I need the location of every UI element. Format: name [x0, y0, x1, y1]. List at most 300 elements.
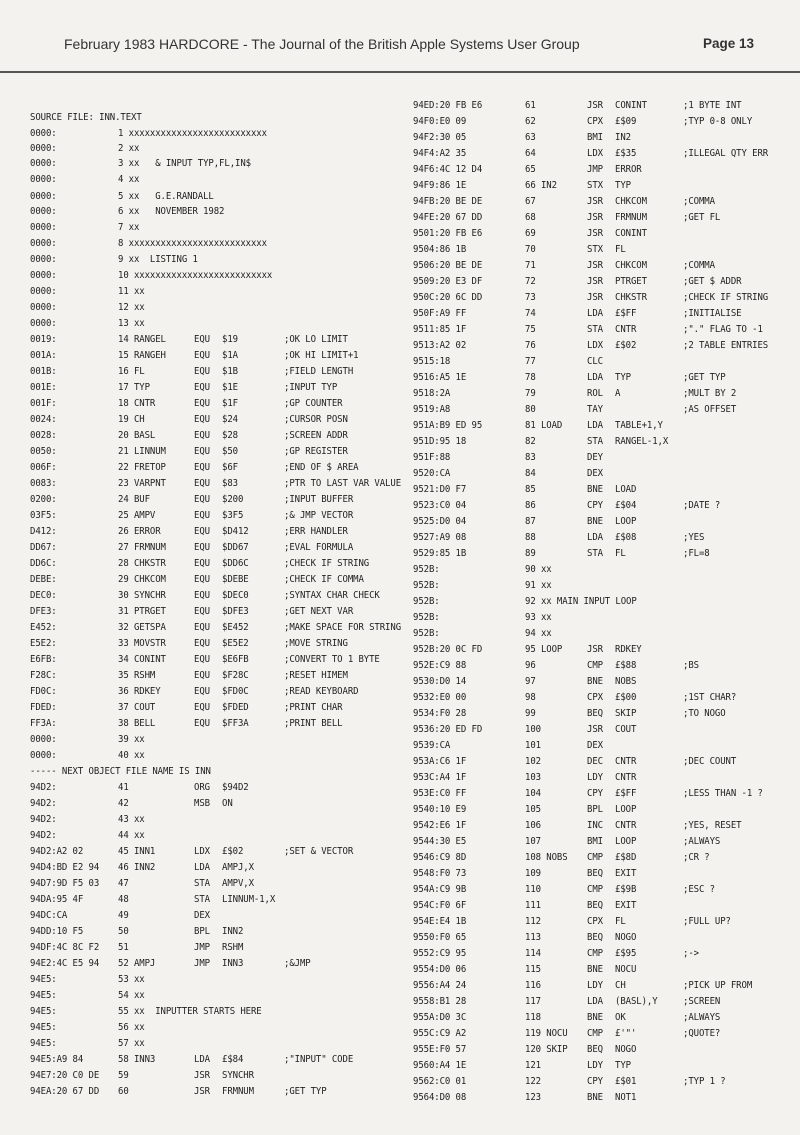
address-field: DD67: [30, 542, 57, 554]
comment-field: ;"." FLAG TO -1 [683, 324, 763, 336]
operand-field: $1E [222, 382, 238, 394]
label-field: 121 [525, 1060, 541, 1072]
operand-field: RSHM [222, 942, 244, 954]
label-field: 93 xx [525, 612, 552, 624]
operand-field: SYNCHR [222, 1070, 254, 1082]
address-field: 9520:CA [413, 468, 451, 480]
opcode-field: BEQ [587, 868, 603, 880]
address-field: 0000: [30, 302, 57, 314]
label-field: 81 LOAD [525, 420, 563, 432]
label-field: 89 [525, 548, 536, 560]
operand-field: £$04 [615, 500, 637, 512]
label-field: 101 [525, 740, 541, 752]
operand-field: NOGO [615, 932, 637, 944]
opcode-field: JSR [194, 1086, 210, 1098]
operand-field: £$84 [222, 1054, 244, 1066]
comment-field: ;AS OFFSET [683, 404, 737, 416]
opcode-field: JSR [587, 276, 603, 288]
opcode-field: JSR [587, 724, 603, 736]
label-field: 47 [118, 878, 129, 890]
label-field: 61 [525, 100, 536, 112]
comment-field: ;CHECK IF STRING [683, 292, 769, 304]
comment-field: ;YES [683, 532, 705, 544]
operand-field: $D412 [222, 526, 249, 538]
comment-field: ;2 TABLE ENTRIES [683, 340, 769, 352]
label-field: 86 [525, 500, 536, 512]
operand-field: $DEBE [222, 574, 249, 586]
operand-field: LOOP [615, 836, 637, 848]
opcode-field: CMP [587, 852, 603, 864]
label-field: 43 xx [118, 814, 145, 826]
label-field: 23 VARPNT [118, 478, 166, 490]
comment-field: ;BS [683, 660, 699, 672]
opcode-field: LDY [587, 980, 603, 992]
label-field: 35 RSHM [118, 670, 156, 682]
label-field: 5 xx G.E.RANDALL [118, 191, 214, 203]
comment-field: ;MOVE STRING [284, 638, 348, 650]
comment-field: ;COMMA [683, 260, 715, 272]
address-field: D412: [30, 526, 57, 538]
opcode-field: LDA [587, 532, 603, 544]
label-field: 109 [525, 868, 541, 880]
address-field: 0200: [30, 494, 57, 506]
comment-field: ;LESS THAN -1 ? [683, 788, 763, 800]
label-field: 122 [525, 1076, 541, 1088]
address-field: 006F: [30, 462, 57, 474]
opcode-field: JSR [194, 1070, 210, 1082]
opcode-field: EQU [194, 718, 210, 730]
label-field: 84 [525, 468, 536, 480]
address-field: DEC0: [30, 590, 57, 602]
address-field: 94F6:4C 12 D4 [413, 164, 483, 176]
operand-field: AMPJ,X [222, 862, 254, 874]
label-field: 34 CONINT [118, 654, 166, 666]
address-field: 0000: [30, 270, 57, 282]
comment-field: ;GET FL [683, 212, 721, 224]
label-field: 69 [525, 228, 536, 240]
address-field: 951A:B9 ED 95 [413, 420, 483, 432]
address-field: 952B: [413, 564, 440, 576]
opcode-field: LDX [194, 846, 210, 858]
address-field: 0050: [30, 446, 57, 458]
label-field: 31 PTRGET [118, 606, 166, 618]
opcode-field: CPX [587, 116, 603, 128]
label-field: 103 [525, 772, 541, 784]
address-field: 0000: [30, 750, 57, 762]
operand-field: PTRGET [615, 276, 647, 288]
comment-field: ;CONVERT TO 1 BYTE [284, 654, 380, 666]
opcode-field: BEQ [587, 900, 603, 912]
comment-field: ;PRINT CHAR [284, 702, 343, 714]
operand-field: $E5E2 [222, 638, 249, 650]
operand-field: CNTR [615, 820, 637, 832]
opcode-field: EQU [194, 542, 210, 554]
label-field: 114 [525, 948, 541, 960]
comment-field: ;SYNTAX CHAR CHECK [284, 590, 380, 602]
address-field: 94ED:20 FB E6 [413, 100, 483, 112]
address-field: 94E5: [30, 1038, 57, 1050]
opcode-field: STX [587, 244, 603, 256]
address-field: 94FE:20 67 DD [413, 212, 483, 224]
label-field: 91 xx [525, 580, 552, 592]
address-field: ----- NEXT OBJECT FILE NAME IS INN [30, 766, 211, 778]
opcode-field: JMP [587, 164, 603, 176]
opcode-field: EQU [194, 558, 210, 570]
operand-field: $24 [222, 414, 238, 426]
comment-field: ;CURSOR POSN [284, 414, 348, 426]
operand-field: RDKEY [615, 644, 642, 656]
opcode-field: BEQ [587, 932, 603, 944]
address-field: 94F2:30 05 [413, 132, 467, 144]
operand-field: £$88 [615, 660, 637, 672]
address-field: 94D4:BD E2 94 [30, 862, 100, 874]
comment-field: ;MAKE SPACE FOR STRING [284, 622, 402, 634]
label-field: 108 NOBS [525, 852, 568, 864]
comment-field: ;OK HI LIMIT+1 [284, 350, 359, 362]
comment-field: ;1 BYTE INT [683, 100, 742, 112]
address-field: 94DF:4C 8C F2 [30, 942, 100, 954]
comment-field: ;QUOTE? [683, 1028, 721, 1040]
opcode-field: LDA [194, 1054, 210, 1066]
address-field: 94EA:20 67 DD [30, 1086, 100, 1098]
opcode-field: CMP [587, 884, 603, 896]
address-field: DD6C: [30, 558, 57, 570]
comment-field: ;&JMP [284, 958, 311, 970]
label-field: 77 [525, 356, 536, 368]
label-field: 27 FRMNUM [118, 542, 166, 554]
address-field: 952B: [413, 612, 440, 624]
label-field: 58 INN3 [118, 1054, 156, 1066]
label-field: 117 [525, 996, 541, 1008]
address-field: 94DA:95 4F [30, 894, 84, 906]
operand-field: LOOP [615, 516, 637, 528]
opcode-field: BEQ [587, 708, 603, 720]
address-field: 001B: [30, 366, 57, 378]
opcode-field: EQU [194, 462, 210, 474]
address-field: 9513:A2 02 [413, 340, 467, 352]
opcode-field: JSR [587, 292, 603, 304]
opcode-field: CPX [587, 692, 603, 704]
label-field: 13 xx [118, 318, 145, 330]
operand-field: LINNUM-1,X [222, 894, 276, 906]
label-field: 74 [525, 308, 536, 320]
label-field: 20 BASL [118, 430, 156, 442]
address-field: 0019: [30, 334, 57, 346]
address-field: DFE3: [30, 606, 57, 618]
opcode-field: JSR [587, 196, 603, 208]
opcode-field: EQU [194, 702, 210, 714]
opcode-field: EQU [194, 670, 210, 682]
comment-field: ;"INPUT" CODE [284, 1054, 354, 1066]
opcode-field: LDA [587, 996, 603, 1008]
operand-field: CONINT [615, 228, 647, 240]
label-field: 71 [525, 260, 536, 272]
comment-field: ;EVAL FORMULA [284, 542, 354, 554]
opcode-field: BNE [587, 964, 603, 976]
label-field: 118 [525, 1012, 541, 1024]
opcode-field: CPX [587, 916, 603, 928]
opcode-field: EQU [194, 334, 210, 346]
address-field: 9516:A5 1E [413, 372, 467, 384]
address-field: 0083: [30, 478, 57, 490]
operand-field: $DD6C [222, 558, 249, 570]
operand-field: $200 [222, 494, 244, 506]
label-field: 123 [525, 1092, 541, 1104]
label-field: 44 xx [118, 830, 145, 842]
address-field: 001F: [30, 398, 57, 410]
comment-field: ;TYP 0-8 ONLY [683, 116, 753, 128]
operand-field: LOOP [615, 804, 637, 816]
label-field: 26 ERROR [118, 526, 161, 538]
opcode-field: JSR [587, 260, 603, 272]
opcode-field: ROL [587, 388, 603, 400]
label-field: 99 [525, 708, 536, 720]
address-field: 94E5:A9 84 [30, 1054, 84, 1066]
comment-field: ;CR ? [683, 852, 710, 864]
operand-field: TYP [615, 372, 631, 384]
label-field: 79 [525, 388, 536, 400]
opcode-field: BNE [587, 676, 603, 688]
opcode-field: EQU [194, 686, 210, 698]
address-field: 0000: [30, 143, 57, 155]
address-field: 952B: [413, 596, 440, 608]
operand-field: CHKCOM [615, 260, 647, 272]
opcode-field: LDA [587, 420, 603, 432]
operand-field: ON [222, 798, 233, 810]
address-field: 9564:D0 08 [413, 1092, 467, 1104]
address-field: 951D:95 18 [413, 436, 467, 448]
label-field: 55 xx INPUTTER STARTS HERE [118, 1006, 262, 1018]
operand-field: £$02 [222, 846, 244, 858]
operand-field: CNTR [615, 756, 637, 768]
opcode-field: BPL [194, 926, 210, 938]
comment-field: ;GET NEXT VAR [284, 606, 354, 618]
address-field: 0000: [30, 318, 57, 330]
comment-field: ;COMMA [683, 196, 715, 208]
label-field: 110 [525, 884, 541, 896]
address-field: 9552:C9 95 [413, 948, 467, 960]
operand-field: $FDED [222, 702, 249, 714]
opcode-field: JSR [587, 212, 603, 224]
label-field: 113 [525, 932, 541, 944]
page-number: Page 13 [702, 36, 754, 51]
address-field: 9542:E6 1F [413, 820, 467, 832]
label-field: 115 [525, 964, 541, 976]
label-field: 7 xx [118, 222, 140, 234]
comment-field: ;INITIALISE [683, 308, 742, 320]
operand-field: OK [615, 1012, 626, 1024]
address-field: 9529:85 1B [413, 548, 467, 560]
address-field: 0028: [30, 430, 57, 442]
opcode-field: BNE [587, 1012, 603, 1024]
label-field: 2 xx [118, 143, 140, 155]
operand-field: (BASL),Y [615, 996, 658, 1008]
opcode-field: EQU [194, 590, 210, 602]
operand-field: $1F [222, 398, 238, 410]
operand-field: $FD0C [222, 686, 249, 698]
address-field: 952B:20 0C FD [413, 644, 483, 656]
address-field: F28C: [30, 670, 57, 682]
operand-field: $50 [222, 446, 238, 458]
address-field: SOURCE FILE: INN.TEXT [30, 112, 142, 124]
label-field: 40 xx [118, 750, 145, 762]
comment-field: ;DEC COUNT [683, 756, 737, 768]
comment-field: ;INPUT BUFFER [284, 494, 354, 506]
comment-field: ;ALWAYS [683, 836, 721, 848]
address-field: 9562:C0 01 [413, 1076, 467, 1088]
comment-field: ;GP REGISTER [284, 446, 348, 458]
label-field: 83 [525, 452, 536, 464]
comment-field: ;TYP 1 ? [683, 1076, 726, 1088]
label-field: 90 xx [525, 564, 552, 576]
opcode-field: CPY [587, 788, 603, 800]
opcode-field: LDA [194, 862, 210, 874]
opcode-field: TAY [587, 404, 603, 416]
address-field: 0024: [30, 414, 57, 426]
opcode-field: BNE [587, 1092, 603, 1104]
address-field: 0000: [30, 128, 57, 140]
operand-field: NOT1 [615, 1092, 637, 1104]
label-field: 29 CHKCOM [118, 574, 166, 586]
address-field: 94E5: [30, 1006, 57, 1018]
operand-field: A [615, 388, 621, 400]
label-field: 6 xx NOVEMBER 1982 [118, 206, 225, 218]
operand-field: EXIT [615, 868, 637, 880]
label-field: 59 [118, 1070, 129, 1082]
operand-field: FL [615, 548, 626, 560]
comment-field: ;SCREEN ADDR [284, 430, 348, 442]
comment-field: ;TO NOGO [683, 708, 726, 720]
operand-field: CNTR [615, 324, 637, 336]
address-field: 9540:10 E9 [413, 804, 467, 816]
label-field: 30 SYNCHR [118, 590, 166, 602]
address-field: 950C:20 6C DD [413, 292, 483, 304]
label-field: 32 GETSPA [118, 622, 166, 634]
address-field: 001A: [30, 350, 57, 362]
comment-field: ;END OF $ AREA [284, 462, 359, 474]
opcode-field: DEX [194, 910, 210, 922]
address-field: 9523:C0 04 [413, 500, 467, 512]
label-field: 18 CNTR [118, 398, 156, 410]
label-field: 52 AMPJ [118, 958, 156, 970]
operand-field: FRMNUM [222, 1086, 254, 1098]
comment-field: ;CHECK IF COMMA [284, 574, 364, 586]
address-field: 9518:2A [413, 388, 451, 400]
opcode-field: EQU [194, 398, 210, 410]
label-field: 102 [525, 756, 541, 768]
address-field: FDED: [30, 702, 57, 714]
label-field: 38 BELL [118, 718, 156, 730]
label-field: 45 INN1 [118, 846, 156, 858]
operand-field: $6F [222, 462, 238, 474]
operand-field: CHKCOM [615, 196, 647, 208]
opcode-field: EQU [194, 574, 210, 586]
address-field: 94DD:10 F5 [30, 926, 84, 938]
address-field: 9532:E0 00 [413, 692, 467, 704]
comment-field: ;& JMP VECTOR [284, 510, 354, 522]
comment-field: ;FL=8 [683, 548, 710, 560]
opcode-field: DEY [587, 452, 603, 464]
operand-field: RANGEL-1,X [615, 436, 669, 448]
comment-field: ;ALWAYS [683, 1012, 721, 1024]
label-field: 75 [525, 324, 536, 336]
label-field: 4 xx [118, 174, 140, 186]
operand-field: EXIT [615, 900, 637, 912]
operand-field: TYP [615, 180, 631, 192]
address-field: 9556:A4 24 [413, 980, 467, 992]
label-field: 88 [525, 532, 536, 544]
opcode-field: CPY [587, 500, 603, 512]
opcode-field: CPY [587, 1076, 603, 1088]
comment-field: ;ERR HANDLER [284, 526, 348, 538]
label-field: 67 [525, 196, 536, 208]
address-field: 94E5: [30, 990, 57, 1002]
address-field: 9527:A9 08 [413, 532, 467, 544]
opcode-field: LDA [587, 308, 603, 320]
label-field: 12 xx [118, 302, 145, 314]
opcode-field: MSB [194, 798, 210, 810]
operand-field: $94D2 [222, 782, 249, 794]
comment-field: ;-> [683, 948, 699, 960]
address-field: E6FB: [30, 654, 57, 666]
label-field: 111 [525, 900, 541, 912]
address-field: 0000: [30, 238, 57, 250]
operand-field: INN3 [222, 958, 244, 970]
address-field: 0000: [30, 158, 57, 170]
operand-field: FL [615, 244, 626, 256]
opcode-field: BMI [587, 836, 603, 848]
operand-field: LOAD [615, 484, 637, 496]
opcode-field: EQU [194, 350, 210, 362]
address-field: 954E:E4 1B [413, 916, 467, 928]
label-field: 100 [525, 724, 541, 736]
address-field: 9544:30 E5 [413, 836, 467, 848]
label-field: 14 RANGEL [118, 334, 166, 346]
address-field: 9521:D0 F7 [413, 484, 467, 496]
address-field: 94FB:20 BE DE [413, 196, 483, 208]
address-field: 950F:A9 FF [413, 308, 467, 320]
address-field: 0000: [30, 206, 57, 218]
operand-field: $E6FB [222, 654, 249, 666]
address-field: 0000: [30, 254, 57, 266]
opcode-field: EQU [194, 366, 210, 378]
operand-field: $DEC0 [222, 590, 249, 602]
address-field: 9530:D0 14 [413, 676, 467, 688]
operand-field: CH [615, 980, 626, 992]
opcode-field: LDY [587, 1060, 603, 1072]
comment-field: ;SCREEN [683, 996, 721, 1008]
comment-field: ;READ KEYBOARD [284, 686, 359, 698]
comment-field: ;PTR TO LAST VAR VALUE [284, 478, 402, 490]
opcode-field: EQU [194, 606, 210, 618]
address-field: FF3A: [30, 718, 57, 730]
opcode-field: DEX [587, 740, 603, 752]
address-field: 9519:A8 [413, 404, 451, 416]
address-field: 954C:F0 6F [413, 900, 467, 912]
comment-field: ;SET & VECTOR [284, 846, 354, 858]
opcode-field: JSR [587, 644, 603, 656]
address-field: 94D2:A2 02 [30, 846, 84, 858]
address-field: 0000: [30, 222, 57, 234]
opcode-field: STX [587, 180, 603, 192]
opcode-field: CMP [587, 948, 603, 960]
operand-field: £$8D [615, 852, 637, 864]
label-field: 28 CHKSTR [118, 558, 166, 570]
operand-field: £$95 [615, 948, 637, 960]
operand-field: $FF3A [222, 718, 249, 730]
comment-field: ;FULL UP? [683, 916, 731, 928]
address-field: 94D2: [30, 782, 57, 794]
